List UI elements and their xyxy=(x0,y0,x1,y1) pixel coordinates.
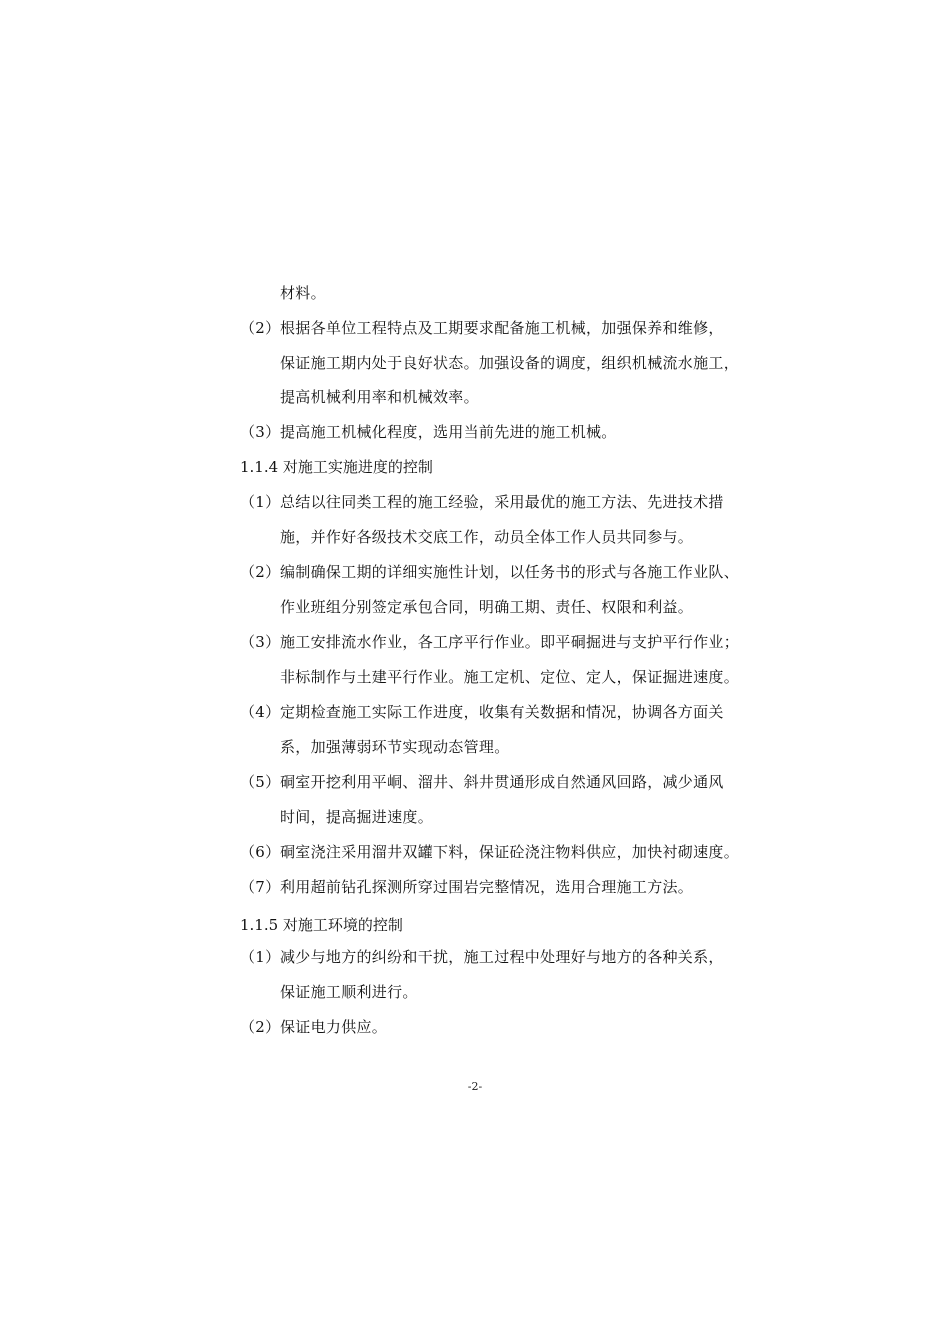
list-item-text: 编制确保工期的详细实施性计划，以任务书的形式与各施工作业队、 xyxy=(280,563,740,581)
list-item-text: 提高机械利用率和机械效率。 xyxy=(280,388,479,406)
list-item-text: 系，加强薄弱环节实现动态管理。 xyxy=(280,738,510,756)
list-item-number: （1） xyxy=(240,493,281,511)
list-item-number: （7） xyxy=(240,878,281,896)
list-item-number: （3） xyxy=(240,423,281,441)
list-item-text: 根据各单位工程特点及工期要求配备施工机械，加强保养和维修， xyxy=(280,319,724,337)
list-item-text: 保证施工顺利进行。 xyxy=(280,983,418,1001)
page-number: -2- xyxy=(467,1080,483,1093)
section-heading: 1.1.5 对施工环境的控制 xyxy=(240,916,403,934)
list-item-number: （5） xyxy=(240,773,281,791)
list-item-number: （6） xyxy=(240,843,281,861)
section-heading: 1.1.4 对施工实施进度的控制 xyxy=(240,458,433,476)
list-item-text: 硐室浇注采用溜井双罐下料，保证砼浇注物料供应，加快衬砌速度。 xyxy=(280,843,740,861)
list-item-number: （3） xyxy=(240,633,281,651)
list-item-text: 总结以往同类工程的施工经验，采用最优的施工方法、先进技术措 xyxy=(280,493,724,511)
paragraph-continuation: 材料。 xyxy=(280,284,326,302)
list-item-text: 减少与地方的纠纷和干扰，施工过程中处理好与地方的各种关系， xyxy=(280,948,724,966)
list-item-text: 施，并作好各级技术交底工作，动员全体工作人员共同参与。 xyxy=(280,528,694,546)
list-item-text: 施工安排流水作业，各工序平行作业。即平硐掘进与支护平行作业； xyxy=(280,633,740,651)
list-item-text: 保证电力供应。 xyxy=(280,1018,388,1036)
list-item-number: （2） xyxy=(240,1018,281,1036)
list-item-number: （4） xyxy=(240,703,281,721)
list-item-text: 作业班组分别签定承包合同，明确工期、责任、权限和利益。 xyxy=(280,598,694,616)
list-item-text: 保证施工期内处于良好状态。加强设备的调度，组织机械流水施工， xyxy=(280,354,740,372)
list-item-number: （1） xyxy=(240,948,281,966)
list-item-number: （2） xyxy=(240,319,281,337)
list-item-text: 非标制作与土建平行作业。施工定机、定位、定人，保证掘进速度。 xyxy=(280,668,740,686)
list-item-number: （2） xyxy=(240,563,281,581)
list-item-text: 提高施工机械化程度，选用当前先进的施工机械。 xyxy=(280,423,617,441)
list-item-text: 时间，提高掘进速度。 xyxy=(280,808,434,826)
list-item-text: 硐室开挖利用平峒、溜井、斜井贯通形成自然通风回路，减少通风 xyxy=(280,773,724,791)
list-item-text: 定期检查施工实际工作进度，收集有关数据和情况，协调各方面关 xyxy=(280,703,724,721)
list-item-text: 利用超前钻孔探测所穿过围岩完整情况，选用合理施工方法。 xyxy=(280,878,694,896)
